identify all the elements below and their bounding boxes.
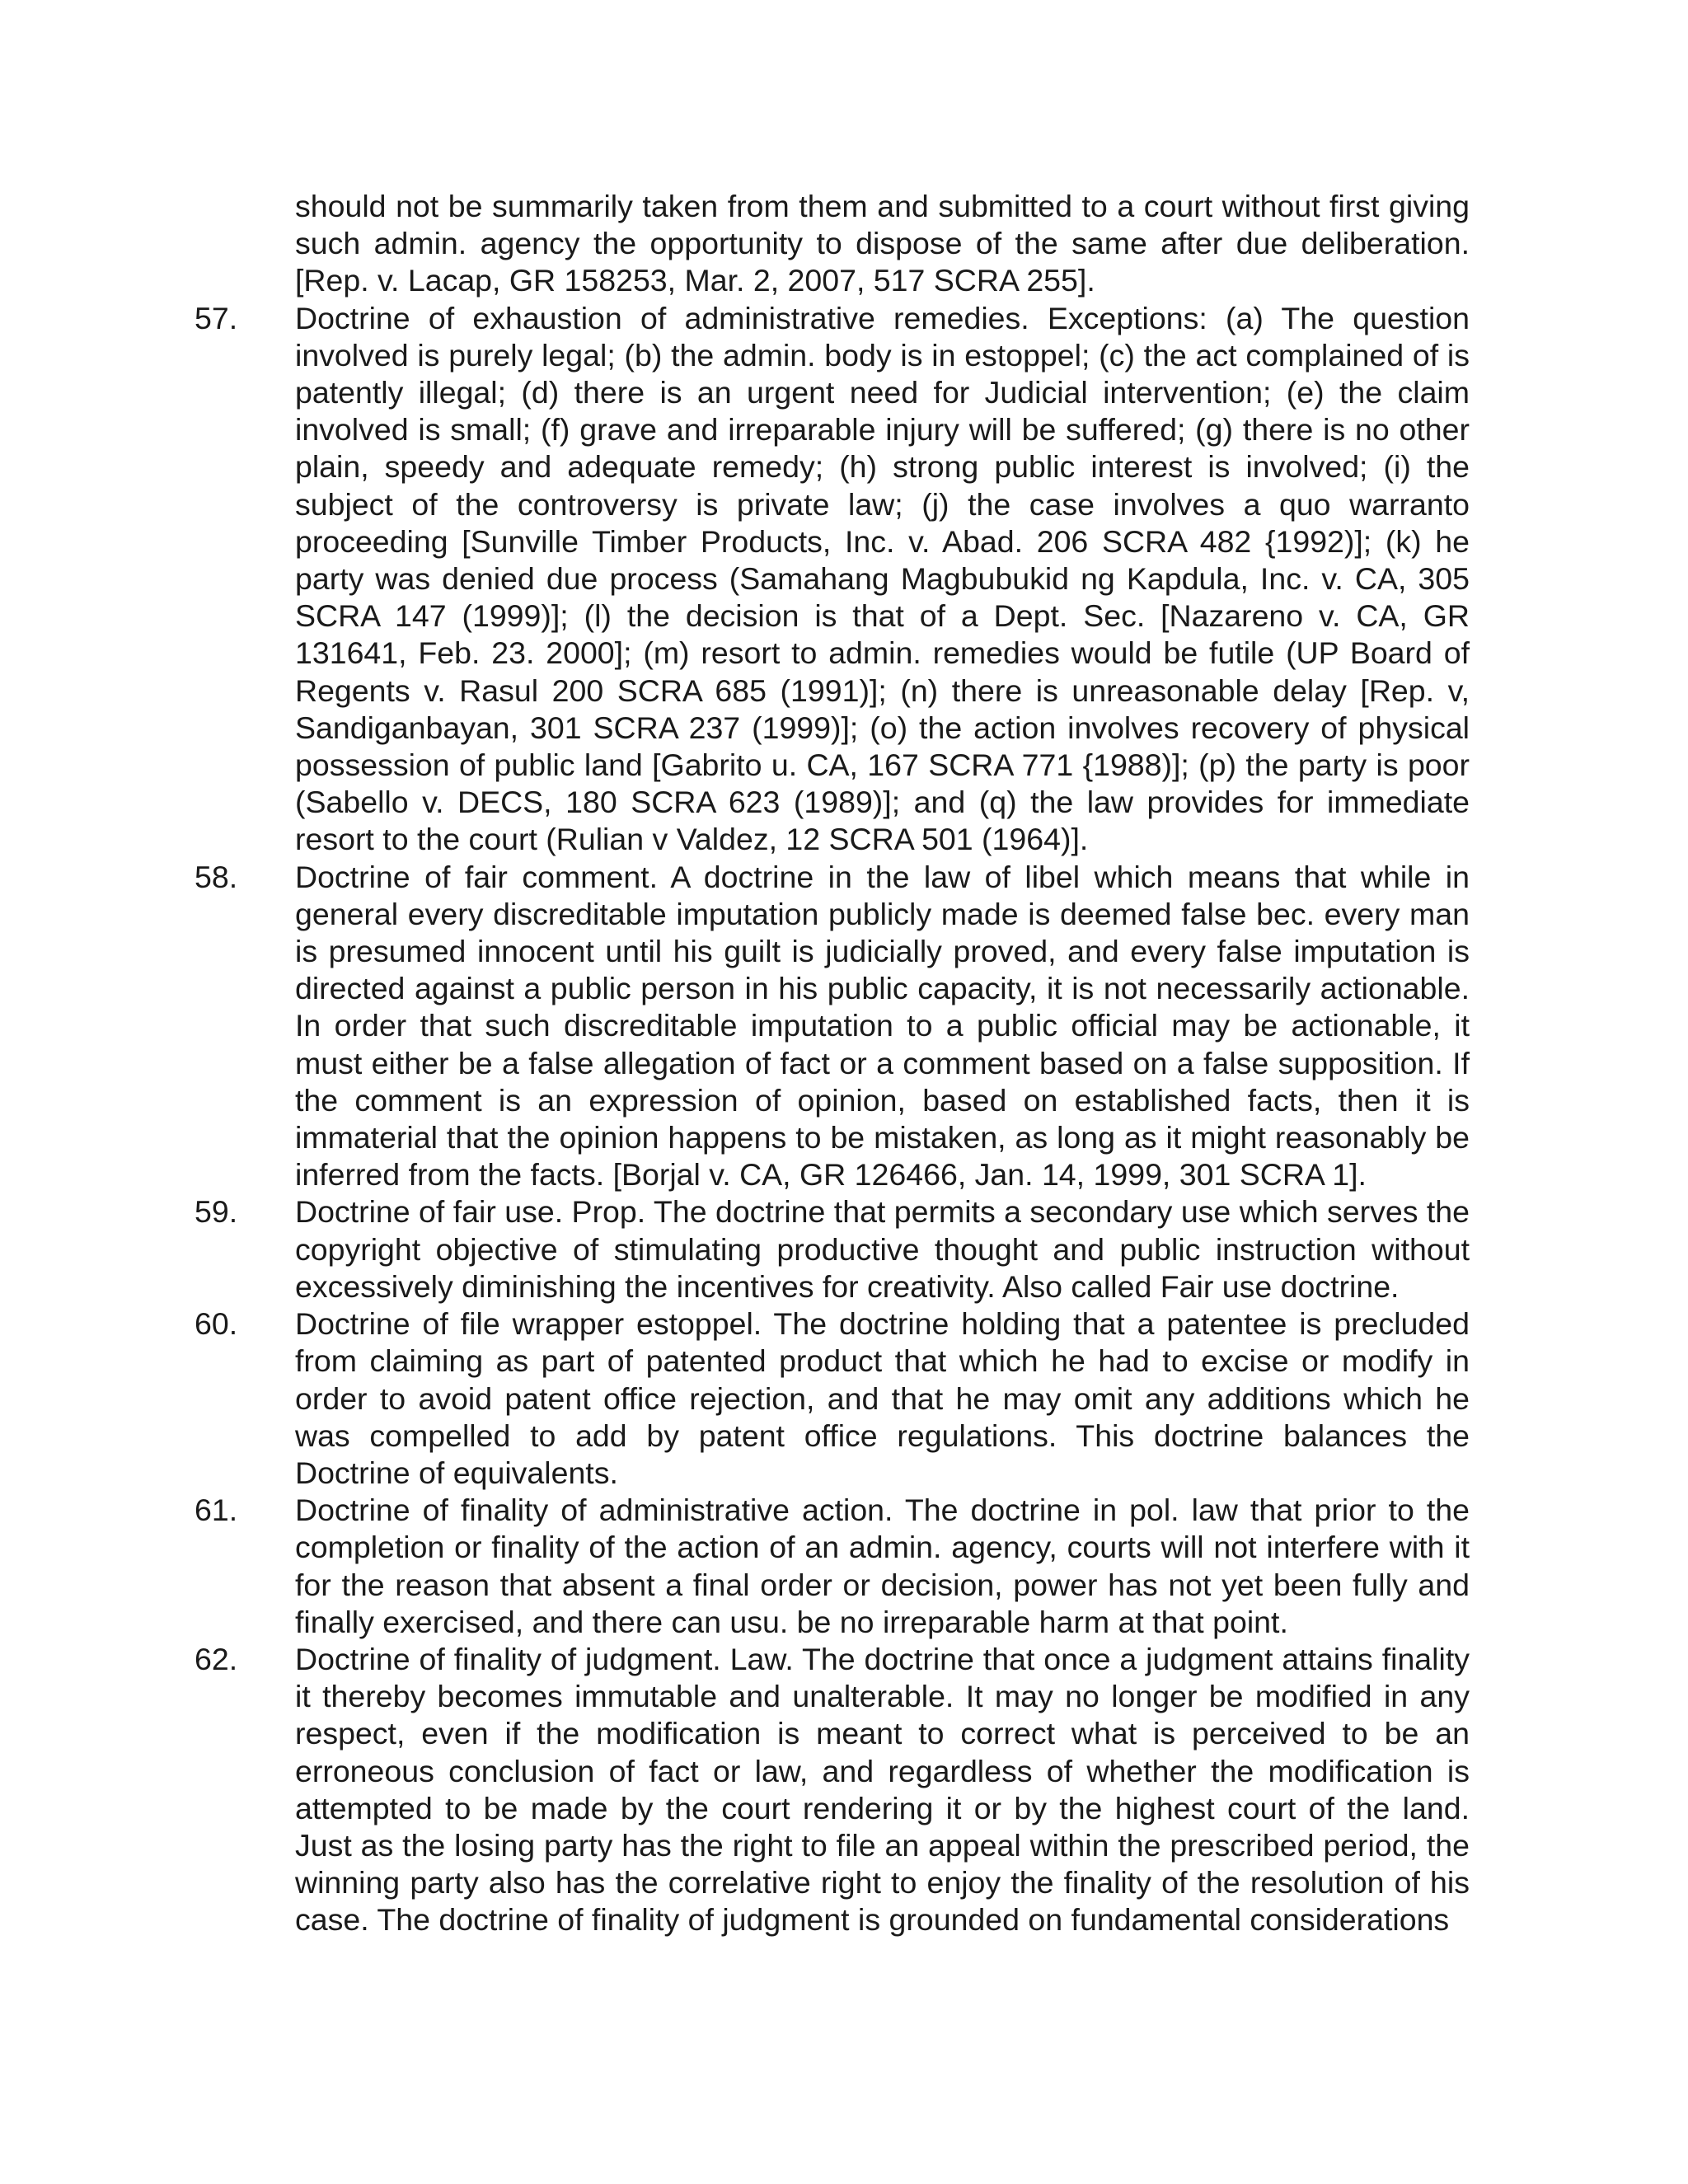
continuation-paragraph — [195, 188, 1470, 300]
entry-57 — [195, 300, 1470, 859]
continuation-text: should not be summarily taken from them and submitted to a court without first giving such admin. agency the opportunity to dispose of the same after due deliberation. [Rep. v. Lacap, GR 158253, Mar. 2, 2007, 517 SCRA 255]. — [295, 189, 1470, 298]
entry-text: Doctrine of finality of judgment. Law. The doctrine that once a judgment attains finality it thereby becomes immutable and unalterable. It may no longer be modified in any respect, even if the modification is meant to correct what is perceived to be an erroneous conclusion of fact or law, and regardless of whether the modification is attempted to be made by the court rendering it or by the highest court of the land. Just as the losing party has the right to file an appeal within the prescribed period, the winning party also has the correlative right to enjoy the finality of the resolution of his case. The doctrine of finality of judgment is grounded on fundamental considerations — [295, 1641, 1470, 1938]
entry-number: 58. — [195, 859, 238, 894]
entry-text: Doctrine of file wrapper estoppel. The doctrine holding that a patentee is precluded from claiming as part of patented product that which he had to excise or modify in order to avoid patent office rejection, and that he may omit any additions which he was compelled to add by patent office regulations. This doctrine balances the Doctrine of equivalents. — [295, 1306, 1470, 1490]
document-body — [195, 188, 1470, 1939]
entry-number: 59. — [195, 1194, 238, 1230]
entry-text: Doctrine of fair comment. A doctrine in the law of libel which means that while in general every discreditable imputation publicly made is deemed false bec. every man is presumed innocent until his guilt is judicially proved, and every false imputation is directed against a public person in his public capacity, it is not necessarily actionable. In order that such discreditable imputation to a public official may be actionable, it must either be a false allegation of fact or a comment based on a false supposition. If the comment is an expression of opinion, based on established facts, then it is immaterial that the opinion happens to be mistaken, as long as it might reasonably be inferred from the facts. [Borjal v. CA, GR 126466, Jan. 14, 1999, 301 SCRA 1]. — [295, 859, 1470, 1193]
entry-text: Doctrine of finality of administrative action. The doctrine in pol. law that prior to the completion or finality of the action of an admin. agency, courts will not interfere with it for the reason that absent a final order or decision, power has not yet been fully and finally exercised, and there can usu. be no irreparable harm at that point. — [295, 1493, 1470, 1639]
entry-number: 57. — [195, 300, 238, 335]
entry-60 — [195, 1305, 1470, 1492]
entry-62 — [195, 1641, 1470, 1939]
entry-text: Doctrine of fair use. Prop. The doctrine that permits a secondary use which serves the copyright objective of stimulating productive thought and public instruction without excessively diminishing the incentives for creativity. Also called Fair use doctrine. — [295, 1194, 1470, 1304]
entry-61 — [195, 1492, 1470, 1641]
entry-number: 60. — [195, 1306, 238, 1342]
entry-text: Doctrine of exhaustion of administrative remedies. Exceptions: (a) The question involved is purely legal; (b) the admin. body is in estoppel; (c) the act complained of is patently illegal; (d) there is an urgent need for Judicial intervention; (e) the claim involved is small; (f) grave and irreparable injury will be suffered; (g) there is no other plain, speedy and adequate remedy; (h) strong public interest is involved; (i) the subject of the controversy is private law; (j) the case involves a quo warranto proceeding [Sunville Timber Products, Inc. v. Abad. 206 SCRA 482 {1992)]; (k) he party was denied due process (Samahang Magbubukid ng Kapdula, Inc. v. CA, 305 SCRA 147 (1999)]; (l) the decision is that of a Dept. Sec. [Nazareno v. CA, GR 131641, Feb. 23. 2000]; (m) resort to admin. remedies would be futile (UP Board of Regents v. Rasul 200 SCRA 685 (1991)]; (n) there is unreasonable delay [Rep. v, Sandiganbayan, 301 SCRA 237 (1999)]; (o) the action involves recovery of physical possession of public land [Gabrito u. CA, 167 SCRA 771 {1988)]; (p) the party is poor (Sabello v. DECS, 180 SCRA 623 (1989)]; and (q) the law provides for immediate resort to the court (Rulian v Valdez, 12 SCRA 501 (1964)]. — [295, 300, 1470, 857]
entry-number: 62. — [195, 1641, 238, 1676]
entry-58 — [195, 859, 1470, 1194]
entry-number: 61. — [195, 1493, 238, 1528]
entry-59 — [195, 1193, 1470, 1305]
